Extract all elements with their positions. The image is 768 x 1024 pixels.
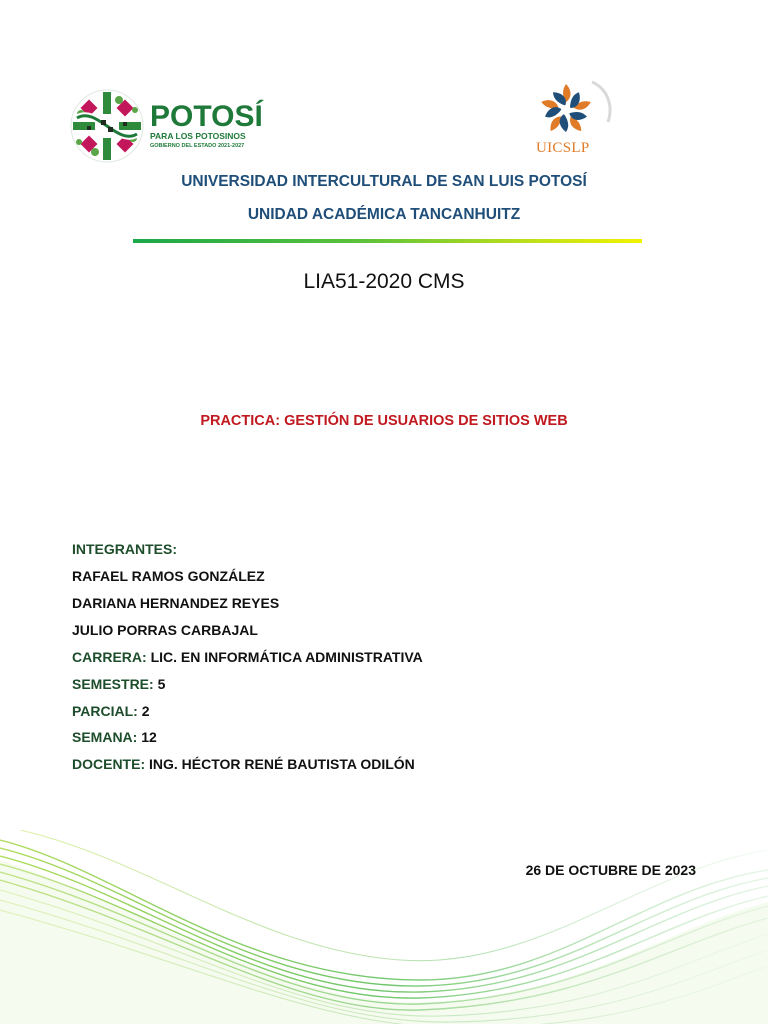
partial-label: PARCIAL: (72, 703, 138, 719)
members-label-line (72, 540, 177, 558)
academic-unit-name: UNIDAD ACADÉMICA TANCANHUITZ (247, 206, 521, 223)
potosi-government-logo (68, 86, 288, 166)
teacher-label: DOCENTE: (72, 756, 146, 772)
teacher-value: ING. HÉCTOR RENÉ BAUTISTA ODILÓN (149, 756, 415, 772)
week-label: SEMANA: (72, 729, 138, 745)
decorative-green-waves (0, 830, 768, 1024)
potosi-tagline: PARA LOS POTOSINOS (150, 131, 246, 141)
gradient-divider (133, 239, 642, 243)
member-line (72, 594, 279, 612)
potosi-emblem-icon (68, 86, 146, 166)
semester-value: 5 (157, 676, 166, 692)
teacher-line (72, 755, 415, 773)
partial-line (72, 702, 150, 720)
practice-title: PRACTICA: GESTIÓN DE USUARIOS DE SITIOS WEB (200, 413, 568, 429)
career-line (72, 648, 423, 666)
potosi-government-period: GOBIERNO DEL ESTADO 2021-2027 (150, 143, 245, 149)
member-name: JULIO PORRAS CARBAJAL (72, 622, 258, 638)
career-label: CARRERA: (72, 649, 147, 665)
member-line (72, 567, 265, 585)
member-name: RAFAEL RAMOS GONZÁLEZ (72, 568, 265, 584)
week-line (72, 728, 157, 746)
members-label: INTEGRANTES: (72, 541, 177, 557)
university-name: UNIVERSIDAD INTERCULTURAL DE SAN LUIS POTOSÍ (181, 173, 587, 190)
member-name: DARIANA HERNANDEZ REYES (72, 595, 280, 611)
uicslp-wordmark: UICSLP (536, 140, 590, 156)
course-code: LIA51-2020 CMS (303, 270, 465, 293)
partial-value: 2 (141, 703, 150, 719)
week-value: 12 (141, 729, 157, 745)
potosi-wordmark: POTOSÍ (150, 100, 263, 133)
semester-label: SEMESTRE: (72, 676, 154, 692)
uicslp-emblem-icon (522, 78, 614, 142)
document-date: 26 DE OCTUBRE DE 2023 (525, 862, 696, 878)
uicslp-logo (522, 78, 614, 168)
semester-line (72, 675, 165, 693)
member-line (72, 621, 258, 639)
career-value: LIC. EN INFORMÁTICA ADMINISTRATIVA (150, 649, 423, 665)
